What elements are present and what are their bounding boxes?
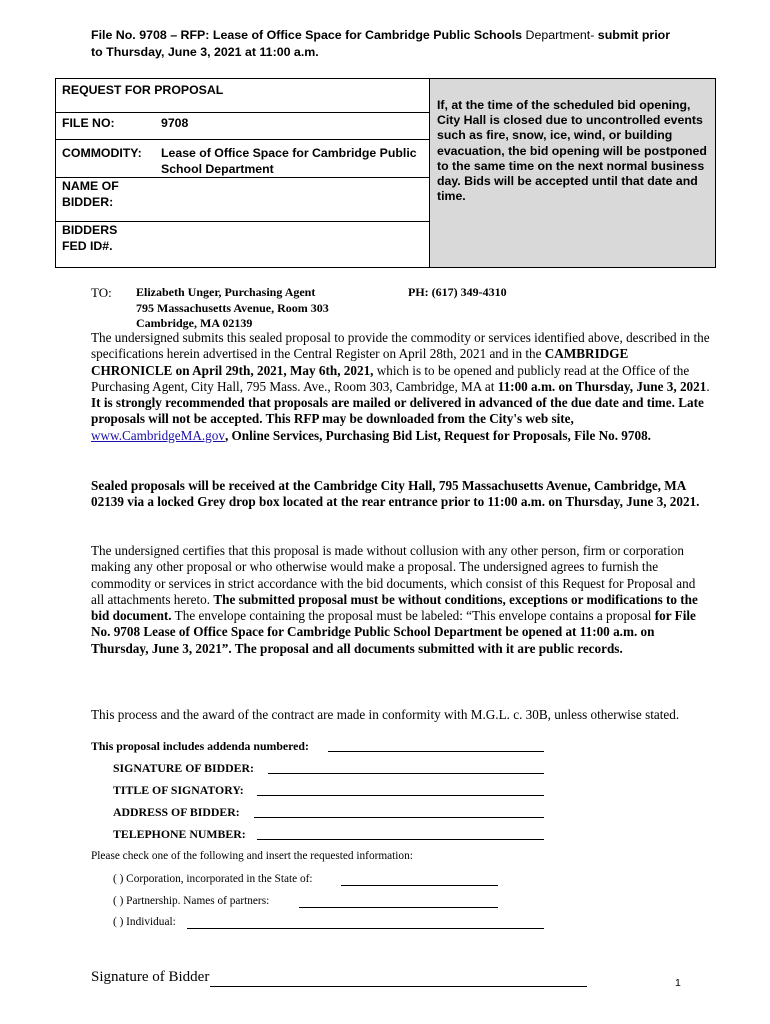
bidder-name-label-line1: NAME OF xyxy=(62,179,119,193)
rfp-info-table xyxy=(55,78,716,268)
bidder-address-label: ADDRESS OF BIDDER: xyxy=(113,805,240,819)
partnership-option[interactable]: ( ) Partnership. Names of partners: xyxy=(113,895,270,907)
commodity-value-line2: School Department xyxy=(161,162,274,176)
recipient-name: Elizabeth Unger, Purchasing Agent xyxy=(136,285,316,299)
para3-text: The undersigned certifies that this proposal is made without collusion with any other person, firm or corporation making any other proposal or who otherwise would make a proposal. The undersigned agrees to furnish the commodity or services in strict accordance with the bid documents, which consist of this Request for Proposal and all attachments hereto. xyxy=(91,543,696,607)
bidder-address-input-line[interactable] xyxy=(254,817,544,818)
file-no-value: 9708 xyxy=(161,116,189,130)
bidder-name-label-line2: BIDDER: xyxy=(62,195,114,209)
corporation-option[interactable]: ( ) Corporation, incorporated in the State of: xyxy=(113,873,313,885)
fed-id-row xyxy=(56,222,429,267)
recipient-phone: PH: (617) 349-4310 xyxy=(408,285,507,299)
bottom-signature-label: Signature of Bidder xyxy=(91,969,210,985)
bottom-signature-input-line[interactable] xyxy=(210,986,587,987)
recipient-address xyxy=(136,285,329,332)
signatory-title-input-line[interactable] xyxy=(257,795,544,796)
para1-chronicle-dates: CAMBRIDGE CHRONICLE on April 29th, 2021, May 6th, 2021, xyxy=(91,346,629,378)
commodity-value-line1: Lease of Office Space for Cambridge Public xyxy=(161,146,417,160)
bidder-name-row xyxy=(56,178,429,222)
addenda-input-line[interactable] xyxy=(328,751,544,752)
conformity-paragraph: This process and the award of the contract are made in conformity with M.G.L. c. 30B, unless otherwise stated. xyxy=(91,707,680,722)
header-deadline-date: to Thursday, June 3, 2021 at 11:00 a.m. xyxy=(91,45,319,59)
document-header xyxy=(91,27,711,61)
file-no-row xyxy=(56,113,429,140)
entity-type-instructions: Please check one of the following and insert the requested information: xyxy=(91,850,413,862)
certification-paragraph xyxy=(91,543,711,657)
individual-option[interactable]: ( ) Individual: xyxy=(113,916,176,928)
para1-text-2: which is to be opened and publicly read at the Office of the Purchasing Agent, City Hall, 795 Mass. Ave., Room 303, Cambridge, MA at xyxy=(91,362,690,394)
signature-label: SIGNATURE OF BIDDER: xyxy=(113,761,254,775)
closure-notice: If, at the time of the scheduled bid opening, City Hall is closed due to uncontrolled events such as fire, snow, ice, wind, or building evacuation, the bid opening will be postponed to the same time on the next normal business day. Bids will be accepted until that date and time. xyxy=(437,98,707,204)
para3-envelope-label: for File No. 9708 Lease of Office Space for Cambridge Public School Department be opened at 11:00 a.m. on Thursday, June 3, 2021”. The proposal and all documents submitted with it are public records. xyxy=(91,608,696,656)
para1-recommendation: It is strongly recommended that proposals are mailed or delivered in advanced of the due date and time. Late proposals will not be accepted. This RFP may be downloaded from the City's web site, xyxy=(91,395,704,427)
file-no-label: FILE NO: xyxy=(62,116,115,130)
para1-text-3: . xyxy=(706,378,710,394)
signature-input-line[interactable] xyxy=(268,773,544,774)
sealed-proposal-paragraph: Sealed proposals will be received at the Cambridge City Hall, 795 Massachusetts Avenue, Cambridge, MA 02139 via a locked Grey drop box located at the rear entrance prior to 11:00 a.m. on Thursday, June 3, 2021. xyxy=(91,478,700,510)
closure-notice-panel xyxy=(429,79,715,267)
page-number: 1 xyxy=(675,977,681,989)
rfp-title: REQUEST FOR PROPOSAL xyxy=(62,83,224,97)
city-website-link[interactable]: www.CambridgeMA.gov xyxy=(91,427,225,443)
commodity-label: COMMODITY: xyxy=(62,146,142,160)
bidder-name-label xyxy=(62,178,119,210)
individual-input-line[interactable] xyxy=(187,928,544,929)
proposal-paragraph xyxy=(91,330,711,444)
recipient-address-line1: 795 Massachusetts Avenue, Room 303 xyxy=(136,300,329,315)
commodity-row xyxy=(56,140,429,178)
para3-conditions: The submitted proposal must be without conditions, exceptions or modifications to the bid document. xyxy=(91,591,698,624)
rfp-title-row xyxy=(56,79,429,113)
to-label: TO: xyxy=(91,285,112,300)
header-deadline: submit prior xyxy=(597,28,671,42)
rfp-fields-column xyxy=(56,79,429,267)
telephone-label: TELEPHONE NUMBER: xyxy=(113,827,246,841)
para1-download-path: , Online Services, Purchasing Bid List, Request for Proposals, File No. 9708. xyxy=(224,427,651,443)
para1-opening-time: 11:00 a.m. on Thursday, June 3, 2021 xyxy=(497,378,707,394)
recipient-address-line2: Cambridge, MA 02139 xyxy=(136,316,253,331)
signatory-title-label: TITLE OF SIGNATORY: xyxy=(113,783,244,797)
para3-text-2: The envelope containing the proposal must be labeled: “This envelope contains a proposal xyxy=(171,608,655,624)
telephone-input-line[interactable] xyxy=(257,839,544,840)
header-title: File No. 9708 – RFP: Lease of Office Space for Cambridge Public Schools xyxy=(91,28,523,42)
fed-id-label-line1: BIDDERS xyxy=(62,223,118,237)
fed-id-label xyxy=(62,222,117,254)
para1-text: The undersigned submits this sealed proposal to provide the commodity or services identified above, described in the specifications herein advertised in the Central Register on April 28th, 2021 and in the xyxy=(91,330,710,362)
fed-id-label-line2: FED ID#. xyxy=(62,239,113,253)
addenda-label: This proposal includes addenda numbered: xyxy=(91,739,309,753)
partners-input-line[interactable] xyxy=(299,907,498,908)
header-department: Department- xyxy=(522,28,598,42)
commodity-value xyxy=(161,145,426,177)
corporation-state-input-line[interactable] xyxy=(341,885,498,886)
